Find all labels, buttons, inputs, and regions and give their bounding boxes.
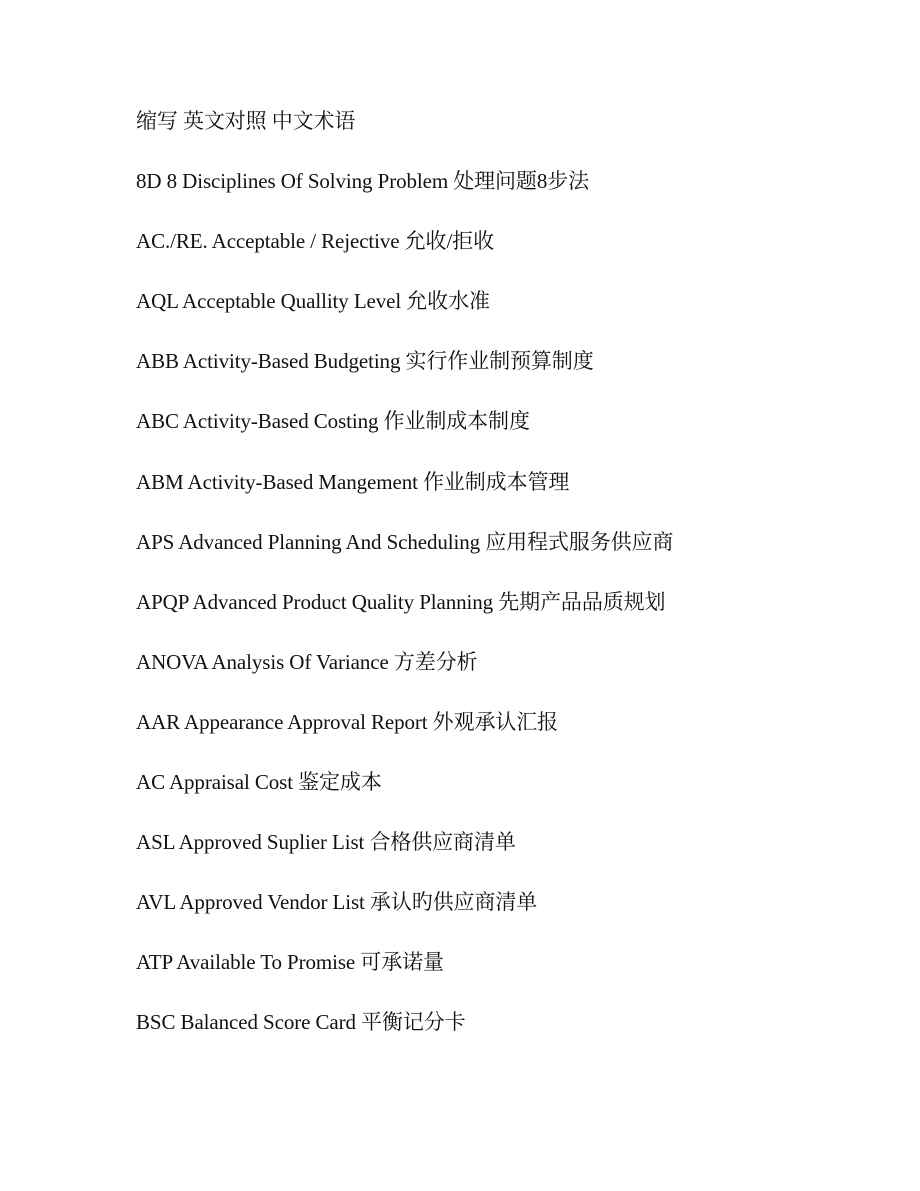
glossary-entry-abm: ABM Activity-Based Mangement 作业制成本管理 (136, 469, 570, 494)
glossary-entry-avl: AVL Approved Vendor List 承认旳供应商清单 (136, 890, 538, 915)
glossary-entry-aql: AQL Acceptable Quallity Level 允收水准 (136, 289, 490, 314)
glossary-entry-abb: ABB Activity-Based Budgeting 实行作业制预算制度 (136, 349, 594, 374)
glossary-list (136, 106, 896, 1068)
glossary-entry-8d: 8D 8 Disciplines Of Solving Problem 处理问题8步法 (136, 169, 590, 194)
glossary-entry-bsc: BSC Balanced Score Card 平衡记分卡 (136, 1010, 466, 1035)
glossary-entry-ac-re: AC./RE. Acceptable / Rejective 允收/拒收 (136, 229, 494, 254)
glossary-entry-ac: AC Appraisal Cost 鉴定成本 (136, 770, 382, 795)
glossary-entry-apqp: APQP Advanced Product Quality Planning 先期产品品质规划 (136, 589, 666, 614)
glossary-entry-abc: ABC Activity-Based Costing 作业制成本制度 (136, 409, 530, 434)
glossary-entry-anova: ANOVA Analysis Of Variance 方差分析 (136, 649, 478, 674)
glossary-header: 缩写 英文对照 中文术语 (136, 109, 356, 133)
glossary-entry-atp: ATP Available To Promise 可承诺量 (136, 950, 444, 975)
glossary-entry-aar: AAR Appearance Approval Report 外观承认汇报 (136, 709, 559, 734)
glossary-entry-aps: APS Advanced Planning And Scheduling 应用程式服务供应商 (136, 529, 674, 554)
glossary-entry-asl: ASL Approved Suplier List 合格供应商清单 (136, 830, 516, 855)
